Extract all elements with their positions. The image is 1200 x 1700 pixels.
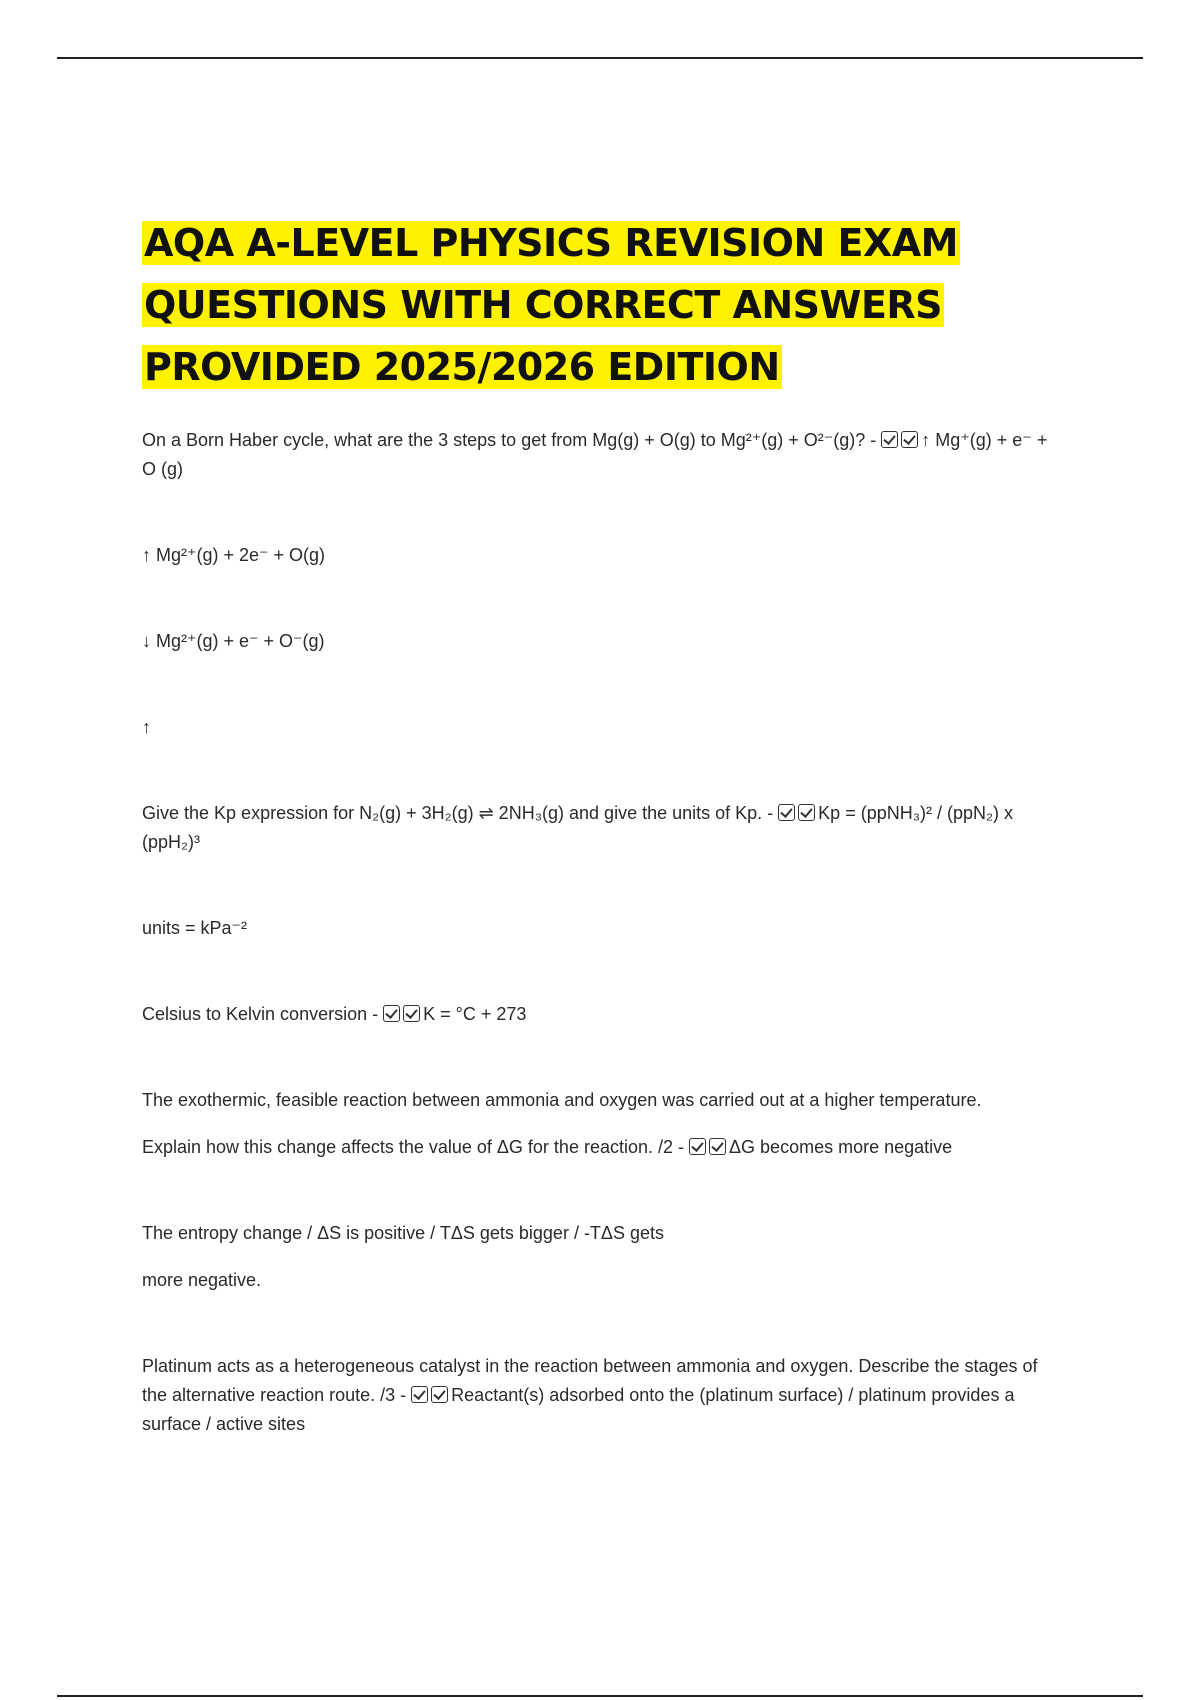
checkbox-check-icon (901, 431, 918, 448)
qa-celsius-kelvin (142, 1000, 1062, 1029)
title-line-3: PROVIDED 2025/2026 EDITION (144, 345, 780, 389)
question-text: On a Born Haber cycle, what are the 3 steps to get from Mg(g) + O(g) to Mg²⁺(g) + O²⁻(g)? - (142, 430, 877, 450)
qa-kp-expression (142, 799, 1062, 857)
header-rule (57, 57, 1143, 59)
checkbox-check-icon (798, 804, 815, 821)
answer-text: K = °C + 273 (423, 1004, 527, 1024)
checkbox-check-icon (431, 1386, 448, 1403)
checkbox-check-icon (403, 1005, 420, 1022)
footer-rule (57, 1695, 1143, 1697)
question-intro: The exothermic, feasible reaction between ammonia and oxygen was carried out at a higher temperature. (142, 1090, 982, 1110)
qa-born-haber (142, 426, 1062, 484)
answer-line: units = kPa⁻² (142, 918, 248, 938)
checkbox-check-icon (383, 1005, 400, 1022)
answer-text: ΔG becomes more negative (729, 1137, 953, 1157)
question-text: Celsius to Kelvin conversion - (142, 1004, 379, 1024)
question-text: Explain how this change affects the value of ΔG for the reaction. /2 - (142, 1137, 684, 1157)
checkbox-check-icon (689, 1138, 706, 1155)
answer-line: The entropy change / ΔS is positive / TΔS gets bigger / -TΔS gets (142, 1223, 664, 1243)
answer-line: ↓ Mg²⁺(g) + e⁻ + O⁻(g) (142, 631, 325, 651)
checkbox-check-icon (778, 804, 795, 821)
checkbox-check-icon (709, 1138, 726, 1155)
qa-platinum-catalyst (142, 1352, 1062, 1439)
document-title (142, 212, 1062, 398)
title-line-2: QUESTIONS WITH CORRECT ANSWERS (144, 283, 943, 327)
checkbox-check-icon (881, 431, 898, 448)
question-text: Platinum acts as a heterogeneous catalyst in the reaction between ammonia and oxygen. Describe the stages of the alternative reaction route. /3 - (142, 1356, 1038, 1405)
answer-line: ↑ Mg²⁺(g) + 2e⁻ + O(g) (142, 545, 326, 565)
qa-delta-g (142, 1133, 1062, 1162)
answer-text: ↑ Mg⁺(g) + e⁻ + O (g) (142, 430, 1048, 479)
title-line-1: AQA A-LEVEL PHYSICS REVISION EXAM (144, 221, 958, 265)
answer-text: Kp = (ppNH₃)² / (ppN₂) x (ppH₂)³ (142, 803, 1014, 852)
answer-text: Reactant(s) adsorbed onto the (platinum surface) / platinum provides a surface / active sites (142, 1385, 1015, 1434)
answer-line: ↑ (142, 717, 151, 737)
checkbox-check-icon (411, 1386, 428, 1403)
question-text: Give the Kp expression for N₂(g) + 3H₂(g) ⇌ 2NH₃(g) and give the units of Kp. - (142, 803, 774, 823)
answer-line: more negative. (142, 1270, 262, 1290)
document-body (142, 212, 1062, 1496)
